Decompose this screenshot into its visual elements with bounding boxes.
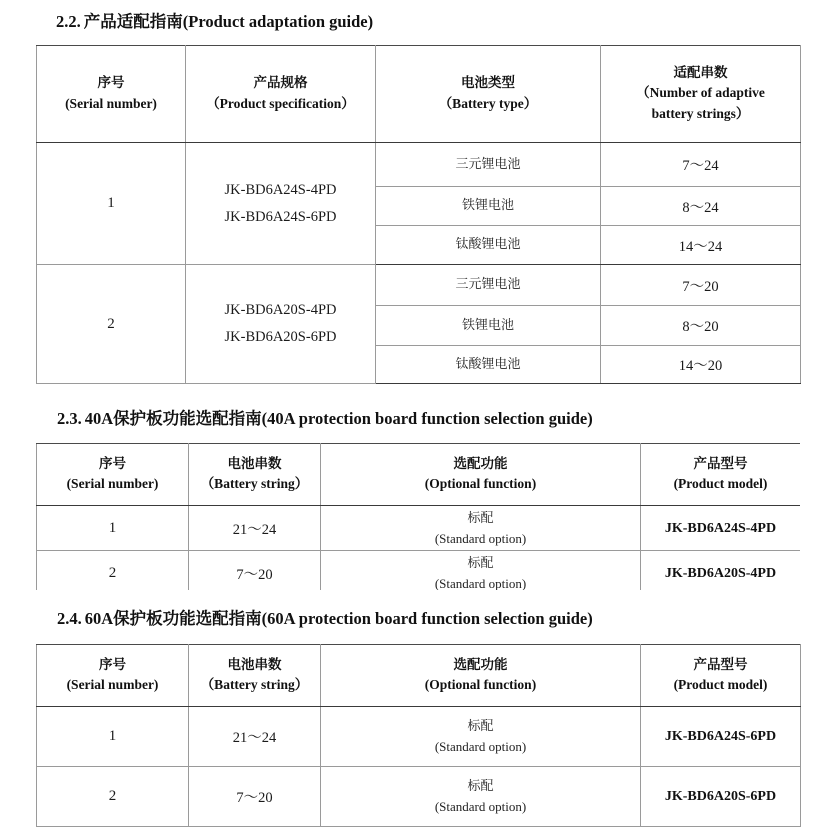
table-header-row (37, 645, 801, 707)
cell-battery-string (189, 551, 321, 591)
header-cn: 电池串数 (227, 455, 282, 472)
header-en: （Product specification） (206, 95, 355, 111)
section-heading-2-2 (56, 8, 373, 32)
battery-type-value: 钛酸锂电池 (455, 237, 521, 253)
header-cn: 选配功能 (453, 455, 508, 472)
strings-value: 14～20 (678, 358, 723, 374)
cell-specification (186, 143, 376, 265)
cell-battery-string (189, 707, 321, 767)
cell-optional-function (321, 707, 641, 767)
header-cn: 适配串数 (673, 64, 728, 81)
section-title-en: (60A protection board function selection guide) (261, 609, 593, 628)
section-title-cn: 产品适配指南 (83, 12, 183, 31)
table-header-row (37, 46, 801, 143)
header-cn: 序号 (99, 455, 126, 472)
protection-board-40a-table (36, 443, 800, 590)
header-cn: 序号 (97, 75, 125, 92)
battery-type-value: 三元锂电池 (455, 277, 521, 293)
optional-function-en: (Standard option) (434, 530, 527, 546)
header-cn: 序号 (99, 656, 126, 673)
header-cell-serial (37, 46, 186, 143)
battery-string-value: 21～24 (232, 522, 277, 538)
strings-value: 14～24 (678, 238, 723, 255)
cell-battery-type (376, 226, 601, 265)
header-cell-optional-function (321, 444, 641, 506)
header-en: (Serial number) (66, 677, 159, 693)
header-cell-product-model (641, 444, 801, 506)
section-title-cn: 60A保护板功能选配指南 (84, 609, 262, 628)
serial-value: 1 (108, 728, 117, 744)
serial-value: 2 (108, 788, 117, 804)
header-cn: 产品型号 (693, 656, 748, 673)
header-cell-optional-function (321, 645, 641, 707)
section-title-en: (Product adaptation guide) (182, 12, 374, 31)
header-en: (Product model) (673, 476, 768, 492)
section-heading-2-4 (57, 605, 593, 629)
optional-function-cn: 标配 (467, 556, 494, 571)
header-cell-serial (37, 444, 189, 506)
cell-adaptive-strings (601, 143, 801, 187)
header-en: (Product model) (673, 677, 768, 693)
cell-serial (37, 506, 189, 551)
protection-board-60a-table (36, 644, 801, 827)
header-cn: 选配功能 (453, 656, 508, 673)
cell-battery-type (376, 306, 601, 346)
cell-adaptive-strings (601, 346, 801, 384)
table-row (37, 265, 801, 306)
cell-battery-type (376, 143, 601, 187)
spec-model-2: JK-BD6A24S-6PD (224, 208, 337, 225)
header-cell-battery-string (189, 645, 321, 707)
protection-board-40a-table-wrapper (36, 443, 800, 590)
strings-value: 8～24 (682, 199, 719, 216)
header-cell-product-model (641, 645, 801, 707)
battery-type-value: 铁锂电池 (461, 317, 514, 333)
optional-function-cn: 标配 (467, 511, 494, 526)
spec-model-1: JK-BD6A24S-4PD (224, 181, 337, 198)
cell-serial (37, 143, 186, 265)
header-en: （Battery string） (200, 476, 309, 492)
optional-function-cn: 标配 (467, 779, 494, 794)
cell-serial (37, 707, 189, 767)
product-model-value: JK-BD6A24S-6PD (664, 728, 777, 744)
product-model-value: JK-BD6A20S-4PD (664, 565, 777, 581)
header-en: (Optional function) (424, 677, 537, 693)
cell-optional-function (321, 506, 641, 551)
table-row (37, 767, 801, 827)
cell-serial (37, 551, 189, 591)
strings-value: 7～24 (682, 158, 719, 174)
header-en-line1: （Number of adaptive (636, 85, 765, 101)
cell-battery-string (189, 506, 321, 551)
strings-value: 8～20 (682, 319, 719, 335)
optional-function-en: (Standard option) (434, 798, 527, 814)
section-number: 2.3. (57, 409, 82, 428)
cell-product-model (641, 506, 801, 551)
spec-model-1: JK-BD6A20S-4PD (224, 302, 337, 319)
battery-type-value: 铁锂电池 (461, 198, 514, 214)
cell-serial (37, 265, 186, 384)
strings-value: 7～20 (682, 278, 719, 295)
product-model-value: JK-BD6A20S-6PD (664, 788, 777, 804)
optional-function-en: (Standard option) (434, 575, 527, 590)
header-en: （Battery string） (200, 677, 309, 693)
header-cn: 电池串数 (227, 656, 282, 673)
battery-string-value: 7～20 (236, 790, 273, 806)
cell-optional-function (321, 551, 641, 591)
cell-product-model (641, 707, 801, 767)
cell-optional-function (321, 767, 641, 827)
table-header-row (37, 444, 801, 506)
table-row (37, 506, 801, 551)
section-number: 2.2. (56, 12, 81, 31)
optional-function-cn: 标配 (467, 719, 494, 734)
cell-adaptive-strings (601, 226, 801, 265)
product-model-value: JK-BD6A24S-4PD (664, 520, 777, 536)
table-row (37, 551, 801, 591)
header-en-line2: battery strings） (651, 106, 750, 122)
table-row (37, 143, 801, 187)
cell-adaptive-strings (601, 265, 801, 306)
section-number: 2.4. (57, 609, 82, 628)
section-title-cn: 40A保护板功能选配指南 (84, 409, 262, 428)
header-cn: 电池类型 (461, 75, 515, 92)
product-adaptation-table (36, 45, 801, 384)
table-row (37, 707, 801, 767)
serial-value: 2 (108, 565, 117, 581)
battery-type-value: 钛酸锂电池 (455, 356, 521, 372)
header-cell-battery-string (189, 444, 321, 506)
cell-product-model (641, 551, 801, 591)
cell-adaptive-strings (601, 306, 801, 346)
header-cell-serial (37, 645, 189, 707)
spec-model-2: JK-BD6A20S-6PD (224, 329, 337, 345)
header-cell-adaptive-strings (601, 46, 801, 143)
cell-battery-string (189, 767, 321, 827)
cell-battery-type (376, 346, 601, 384)
cell-specification (186, 265, 376, 384)
header-en: （Battery type） (438, 95, 538, 111)
header-en: (Serial number) (66, 476, 159, 492)
serial-value: 2 (107, 315, 115, 332)
header-cell-battery-type (376, 46, 601, 143)
cell-battery-type (376, 265, 601, 306)
battery-type-value: 三元锂电池 (455, 156, 521, 172)
header-cn: 产品型号 (693, 455, 748, 472)
cell-product-model (641, 767, 801, 827)
battery-string-value: 21～24 (232, 730, 277, 746)
section-title-en: (40A protection board function selection guide) (261, 409, 593, 428)
optional-function-en: (Standard option) (434, 738, 527, 754)
header-en: (Optional function) (424, 476, 537, 492)
section-heading-2-3 (57, 405, 593, 429)
serial-value: 1 (108, 520, 117, 536)
battery-string-value: 7～20 (236, 567, 273, 583)
header-en: (Serial number) (65, 95, 157, 111)
cell-serial (37, 767, 189, 827)
header-cn: 产品规格 (253, 75, 308, 92)
cell-battery-type (376, 187, 601, 226)
header-cell-specification (186, 46, 376, 143)
serial-value: 1 (107, 195, 115, 211)
cell-adaptive-strings (601, 187, 801, 226)
